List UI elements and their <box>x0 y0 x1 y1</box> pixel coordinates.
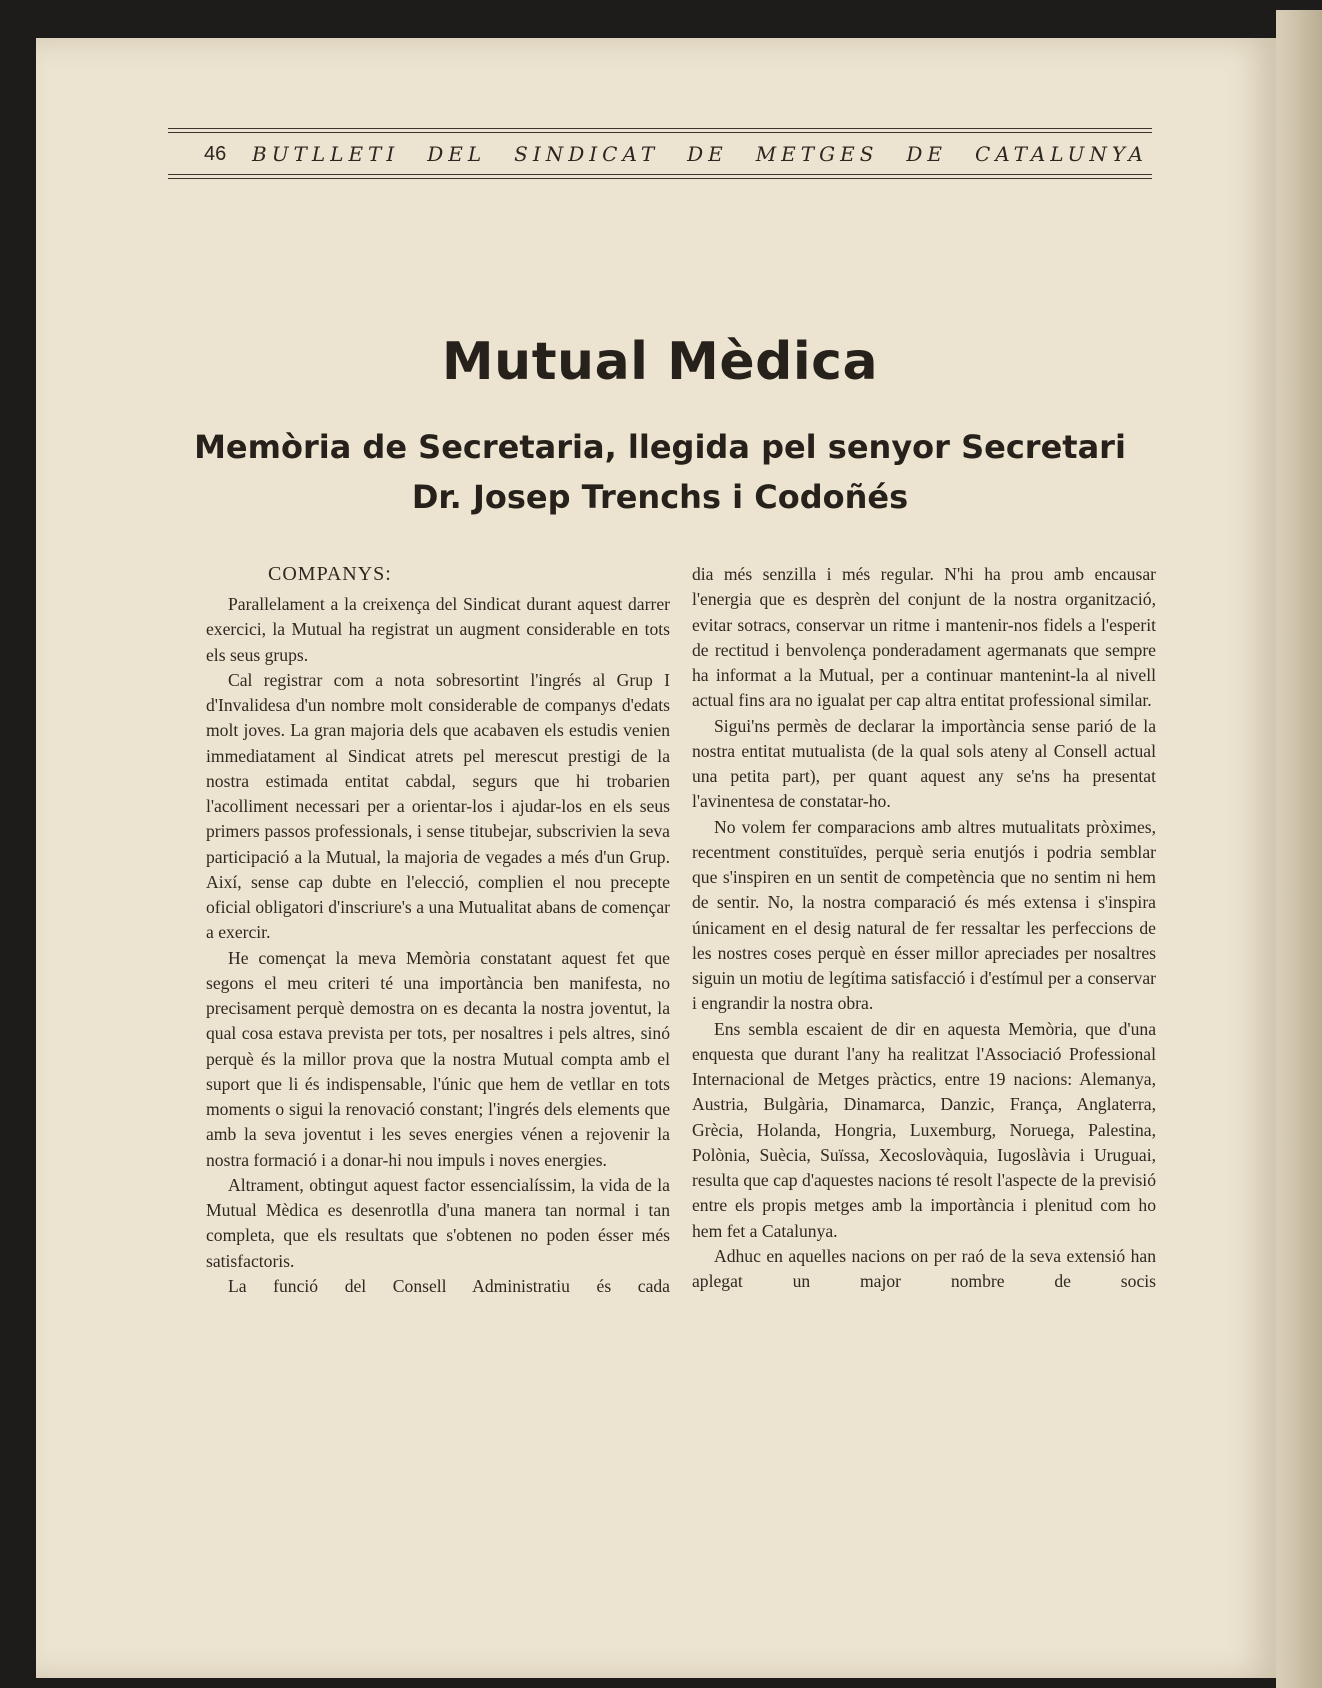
paragraph: Adhuc en aquelles nacions on per raó de la seva extensió han aplegat un major nombre de socis <box>692 1245 1156 1291</box>
journal-word: DEL <box>427 142 487 166</box>
page-number: 46 <box>204 142 227 165</box>
left-column <box>206 560 670 1299</box>
paragraph: La funció del Consell Administratiu és cada <box>228 1275 670 1296</box>
subtitle-line: Memòria de Secretaria, llegida pel senyor Secretari <box>194 428 1126 466</box>
paragraph: Sigui'ns permès de declarar la importància sense parió de la nostra entitat mutualista (de la qual sols ateny al Consell actual una petita part), per quant aquest any se'ns ha presentat l'avinentesa de constatar-ho. <box>692 715 1156 812</box>
journal-word: DE <box>906 142 947 166</box>
subtitle-line: Dr. Josep Trenchs i Codoñés <box>411 478 909 516</box>
paragraph: Parallelament a la creixença del Sindicat durant aquest darrer exercici, la Mutual ha registrat un augment considerable en tots els seus grups. <box>206 594 670 665</box>
header-row <box>168 138 1152 170</box>
right-column <box>692 562 1156 1294</box>
journal-title <box>252 142 1152 166</box>
paragraph: Cal registrar com a nota sobresortint l'ingrés al Grup I d'Invalidesa d'un nombre molt considerable de companys d'edats molt joves. La gran majoria dels que acabaven els estudis venien immediatament al Sindicat atrets pel merescut prestigi de la nostra estimada entitat cabdal, segurs que hi trobarien l'acolliment necessari per a orientar-los i ajudar-los en els seus primers passos professionals, i sense titubejar, subscrivien la seva participació a la Mutual, la majoria de vegades a més d'un Grup. Així, sense cap dubte en l'elecció, complien el nou precepte oficial obligatori d'inscriure's a una Mutualitat abans de començar a exercir. <box>206 669 670 943</box>
paragraph-continuation: dia més senzilla i més regular. N'hi ha prou amb encausar l'energia que es desprèn del conjunt de la nostra organització, evitar sotracs, conservar un ritme i mantenir-nos fidels a l'esperit de rectitud i benvolença ponderadament agermanats que sempre ha informat a la Mutual, per a continuar mantenint-la al nivell actual fins ara no igualat per cap altra entitat professional similar. <box>692 564 1156 711</box>
paragraph: Altrament, obtingut aquest factor essencialíssim, la vida de la Mutual Mèdica es desenrotlla d'una manera tan normal i tan completa, que els resultats que s'obtenen no poden ésser més satisfactoris. <box>206 1174 670 1271</box>
journal-word: DE <box>687 142 728 166</box>
article-subtitle <box>168 422 1152 522</box>
header-rule <box>168 174 1152 175</box>
header-rule <box>168 132 1152 133</box>
running-header <box>168 122 1152 184</box>
header-rule <box>168 178 1152 179</box>
page-edge <box>1276 10 1322 1688</box>
journal-word: CATALUNYA <box>974 142 1148 166</box>
paragraph: He començat la meva Memòria constatant aquest fet que segons el meu criteri té una importància ben manifesta, no precisament perquè demostra on es decanta la nostra joventut, la qual cosa estava prevista per tots, per nosaltres i pels altres, sinó perquè és la millor prova que la nostra Mutual compta amb el suport que li és indispensable, l'únic que hem de vetllar en tots moments o sigui la renovació constant; l'ingrés dels elements que amb la seva joventut i les seves energies vénen a rejovenir la nostra formació i a donar-hi nou impuls i noves energies. <box>206 947 670 1170</box>
journal-word: SINDICAT <box>514 142 660 166</box>
article-title: Mutual Mèdica <box>441 332 879 392</box>
header-rule <box>168 128 1152 129</box>
journal-word: METGES <box>755 142 879 166</box>
salutation: COMPANYS: <box>268 563 392 585</box>
paragraph: Ens sembla escaient de dir en aquesta Memòria, que d'una enquesta que durant l'any ha realitzat l'Associació Professional Internacional de Metges pràctics, entre 19 nacions: Alemanya, Austria, Bulgària, Dinamarca, Danzic, França, Anglaterra, Grècia, Holanda, Hongria, Luxemburg, Noruega, Palestina, Polònia, Suècia, Suïssa, Xecoslovàquia, Iugoslàvia i Uruguai, resulta que cap d'aquestes nacions té resolt l'aspecte de la previsió entre els propis metges amb la importància i plenitud com ho hem fet a Catalunya. <box>692 1018 1156 1241</box>
paragraph: No volem fer comparacions amb altres mutualitats pròximes, recentment constituïdes, perquè seria enutjós i podria semblar que s'inspiren en un sentit de competència que no sentim ni hem de sentir. No, la nostra comparació és més extensa i s'inspira únicament en el desig natural de fer ressaltar les perfeccions de les nostres coses perquè en ésser millor apreciades per nosaltres siguin un motiu de legítima satisfacció i d'estímul per a conservar i engrandir la nostra obra. <box>692 816 1156 1014</box>
journal-word: BUTLLETI <box>252 142 400 166</box>
